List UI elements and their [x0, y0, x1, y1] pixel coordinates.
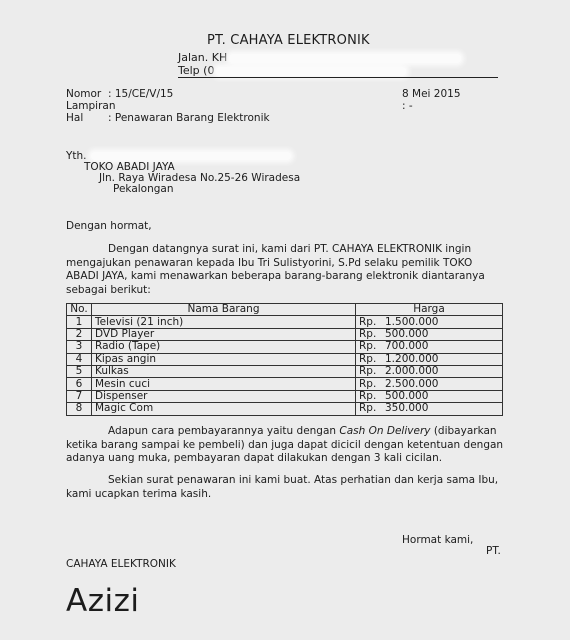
- row-name: Kulkas: [92, 365, 356, 377]
- currency-label: Rp.: [359, 377, 377, 390]
- payment-method: Cash On Delivery: [339, 425, 431, 437]
- signature-name: Azizi: [66, 583, 140, 619]
- payment-text-end: (dibayarkan ketika barang sampai ke pembeli) dan juga dapat dicicil dengan ketentuan dengan adanya uang muka, pembayaran dapat dilakukan dengan 3 kali cicilan.: [66, 425, 504, 465]
- header-name: Nama Barang: [92, 304, 356, 316]
- yth-label: Yth.: [66, 150, 87, 162]
- currency-label: Rp.: [359, 402, 377, 415]
- table-row: [67, 378, 503, 390]
- price-value: 350.000: [385, 402, 429, 415]
- address-label: Jalan. KH: [178, 51, 228, 64]
- row-no: 6: [67, 378, 92, 390]
- row-no: 5: [67, 365, 92, 377]
- closing-pt: PT.: [486, 545, 501, 557]
- currency-label: Rp.: [359, 327, 377, 340]
- body-paragraph-1: Dengan datangnya surat ini, kami dari PT. CAHAYA ELEKTRONIK ingin mengajukan penawaran kepada Ibu Tri Sulistyorini, S.Pd selaku pemilik TOKO ABADI JAYA, kami menawarkan beberapa barang-barang elektronik diantaranya sebagai berikut:: [66, 243, 485, 296]
- currency-label: Rp.: [359, 340, 377, 353]
- nomor-value: : 15/CE/V/15: [108, 88, 174, 100]
- lampiran-value: : -: [402, 100, 413, 112]
- hal-label: Hal: [66, 112, 84, 124]
- row-price: [356, 403, 503, 415]
- row-price: [356, 328, 503, 340]
- lampiran-label: Lampiran: [66, 100, 116, 112]
- row-no: 4: [67, 353, 92, 365]
- letter-date: 8 Mei 2015: [402, 88, 461, 100]
- header-no: No.: [67, 304, 92, 316]
- row-no: 1: [67, 316, 92, 328]
- recipient-store: TOKO ABADI JAYA: [84, 161, 175, 173]
- price-value: 1.500.000: [385, 315, 439, 328]
- company-name: PT. CAHAYA ELEKTRONIK: [207, 33, 370, 48]
- hal-value: : Penawaran Barang Elektronik: [108, 112, 270, 124]
- redacted-phone: [216, 67, 406, 76]
- table-row: [67, 403, 503, 415]
- row-price: [356, 378, 503, 390]
- company-phone: [178, 64, 406, 77]
- table-row: [67, 353, 503, 365]
- price-value: 700.000: [385, 340, 429, 353]
- table-row: [67, 316, 503, 328]
- header-price: Harga: [356, 304, 503, 316]
- row-name: Mesin cuci: [92, 378, 356, 390]
- redacted-recipient: [91, 152, 291, 160]
- table-row: [67, 390, 503, 402]
- table-row: [67, 365, 503, 377]
- body-paragraph-3: Sekian surat penawaran ini kami buat. Atas perhatian dan kerja sama Ibu, kami ucapkan terima kasih.: [66, 474, 499, 500]
- row-price: [356, 316, 503, 328]
- table-row: [67, 341, 503, 353]
- row-price: [356, 390, 503, 402]
- row-name: Dispenser: [92, 390, 356, 402]
- price-value: 500.000: [385, 327, 429, 340]
- table-row: [67, 328, 503, 340]
- body-paragraph-2: [66, 425, 506, 466]
- row-price: [356, 353, 503, 365]
- price-value: 2.000.000: [385, 365, 439, 378]
- row-no: 2: [67, 328, 92, 340]
- recipient-street: Jln. Raya Wiradesa No.25-26 Wiradesa: [99, 172, 301, 184]
- greeting: Dengan hormat,: [66, 220, 152, 232]
- currency-label: Rp.: [359, 389, 377, 402]
- row-no: 8: [67, 403, 92, 415]
- row-price: [356, 341, 503, 353]
- row-name: Televisi (21 inch): [92, 316, 356, 328]
- closing-regards: Hormat kami,: [402, 534, 474, 546]
- currency-label: Rp.: [359, 365, 377, 378]
- price-value: 1.200.000: [385, 352, 439, 365]
- price-table: [66, 303, 503, 416]
- row-name: Kipas angin: [92, 353, 356, 365]
- price-value: 500.000: [385, 389, 429, 402]
- phone-label: Telp (0: [178, 64, 215, 77]
- table-header-row: [67, 304, 503, 316]
- nomor-label: Nomor: [66, 88, 102, 100]
- payment-text-start: Adapun cara pembayarannya yaitu dengan: [108, 425, 340, 437]
- row-price: [356, 365, 503, 377]
- row-no: 7: [67, 390, 92, 402]
- row-name: Radio (Tape): [92, 341, 356, 353]
- currency-label: Rp.: [359, 315, 377, 328]
- closing-company: CAHAYA ELEKTRONIK: [66, 558, 176, 570]
- row-no: 3: [67, 341, 92, 353]
- row-name: DVD Player: [92, 328, 356, 340]
- redacted-address: [229, 54, 461, 63]
- currency-label: Rp.: [359, 352, 377, 365]
- recipient-city: Pekalongan: [113, 183, 174, 195]
- letterhead-rule: [178, 77, 498, 78]
- row-name: Magic Com: [92, 403, 356, 415]
- price-value: 2.500.000: [385, 377, 439, 390]
- company-address: [178, 51, 461, 64]
